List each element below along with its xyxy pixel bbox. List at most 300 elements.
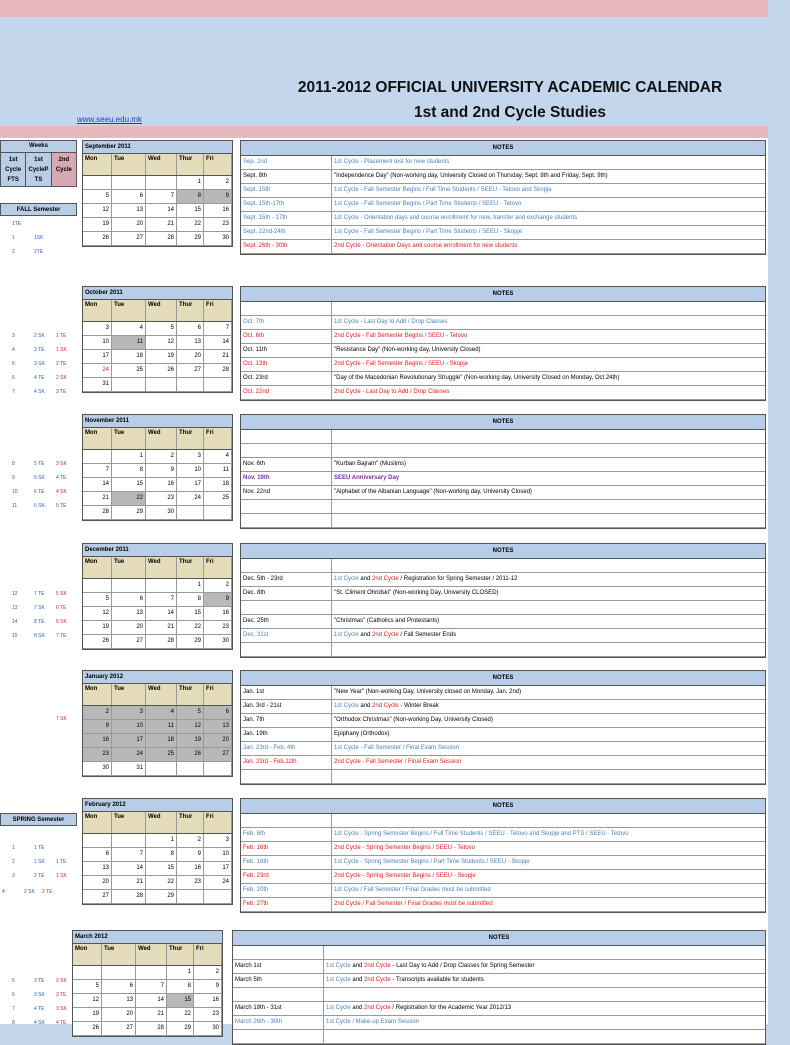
day-cell: 14 [204,336,232,349]
day-cell: 16 [177,862,204,875]
day-cell: 8 [146,848,177,861]
day-cell: 7 [146,593,177,606]
month-calendar [82,286,233,393]
note-row [241,884,765,898]
week-number-row [0,247,82,258]
week-number-row [0,976,82,987]
note-text [324,1030,765,1043]
week-number: 1 SK [56,873,67,879]
page-title: 2011-2012 OFFICIAL UNIVERSITY ACADEMIC CALENDAR [297,79,723,96]
day-cell: 6 [102,980,136,993]
day-cell [204,762,232,775]
week-number: 1 [12,235,15,241]
day-cell: 21 [112,876,146,889]
day-cell: 25 [112,364,146,377]
notes-table [232,930,766,1045]
note-text [332,430,765,443]
note-date: Feb. 16th [241,856,332,869]
week-number: 8 [12,1020,15,1026]
week-number: 1 [12,845,15,851]
day-cell: 24 [177,492,204,505]
month-title: September 2011 [83,141,232,154]
day-cell: 13 [102,994,136,1007]
day-cell: 12 [73,994,102,1007]
week-number: 3 TE [56,992,67,998]
month-calendar [72,930,223,1037]
day-header: Thur [177,684,204,705]
day-cell: 26 [73,1022,102,1035]
note-row [233,988,765,1002]
day-cell: 22 [177,218,204,231]
week-number-row [0,714,82,725]
week-number-row [0,1018,82,1029]
day-cell: 28 [146,232,177,245]
day-cell: 6 [83,848,112,861]
note-text: "Kurban Bajram" (Muslims) [334,461,406,467]
month-title: February 2012 [83,799,232,812]
week-number: 3 SK [34,361,45,367]
week-row [83,862,232,876]
day-header: Wed [146,684,177,705]
week-number: 4 [12,347,15,353]
note-text: 1st Cycle - Fall Semester / Final Exam Session [334,745,460,751]
day-cell: 20 [83,876,112,889]
note-date: Feb. 16th [241,842,332,855]
week-number-row [0,887,82,898]
note-date: March 26th - 30th [233,1016,324,1029]
note-row [241,842,765,856]
note-row [241,372,765,386]
week-number: 6 [12,375,15,381]
note-text: 1st Cycle and 2nd Cycle - Last Day to Add / Drop Classes for Spring Semester [326,963,535,969]
day-cell: 8 [167,980,194,993]
note-text [332,500,765,513]
day-cell: 1 [146,834,177,847]
week-number-row [0,1004,82,1015]
week-number: 5 SK [56,591,67,597]
note-text: 2nd Cycle - Orientation Days and course enrollment for new students [334,243,518,249]
note-text: "Orthodox Christmas" (Non-working Day, University Closed) [334,717,493,723]
note-date: Feb. 27th [241,898,332,911]
note-row [241,870,765,884]
note-date [241,770,332,783]
day-cell: 22 [112,492,146,505]
notes-table [240,286,766,401]
day-cell [83,176,112,189]
note-text: "St. Climent Ohridski" (Non-working Day, University CLOSED) [334,590,499,596]
week-number: 4 TE [34,375,45,381]
day-cell: 23 [83,748,112,761]
month-calendar [82,414,233,521]
week-number: 15 [12,633,18,639]
day-cell: 27 [112,232,146,245]
note-row [241,728,765,742]
week-number: 4 TE [34,1006,45,1012]
note-date [241,559,332,572]
day-cell: 28 [83,506,112,519]
note-text: "Day of the Macedonian Revolutionary Struggle" (Non-working day, University Closed on Monday, Oct 24th) [334,375,620,381]
week-number: 3 TE [34,978,45,984]
notes-header: NOTES [241,141,765,156]
day-cell: 24 [83,364,112,377]
week-number: 2 TE [42,889,53,895]
note-row [241,714,765,728]
day-cell: 26 [146,364,177,377]
day-cell: 23 [204,621,232,634]
note-text: Epiphany (Orthodox) [334,731,390,737]
day-header: Mon [83,300,112,321]
week-number: 7 [12,1006,15,1012]
note-row [241,500,765,514]
note-row [241,898,765,912]
week-row [73,1008,222,1022]
day-cell: 5 [146,322,177,335]
note-date: Oct. 7th [241,316,332,329]
week-row [83,364,232,378]
note-row [241,472,765,486]
day-header: Fri [204,300,232,321]
week-number: 7 TE [56,633,67,639]
weeks-title: Weeks [1,141,76,153]
note-row [241,302,765,316]
note-row [233,1002,765,1016]
week-row [73,1022,222,1036]
top-band [0,0,768,17]
week-number: 2TE [34,249,44,255]
week-number: 1 TE [34,845,45,851]
weeks-header [0,140,77,187]
note-row [241,587,765,601]
week-number: 6 SK [34,503,45,509]
day-cell: 16 [204,607,232,620]
week-number: 4 TE [56,475,67,481]
note-row [241,184,765,198]
day-cell: 18 [204,478,232,491]
day-cell: 16 [146,478,177,491]
note-date: Sept. 15th - 17th [241,212,332,225]
day-cell: 10 [204,848,232,861]
note-date [241,430,332,443]
week-number-row [0,857,82,868]
note-date: March 5th [233,974,324,987]
week-number: 3 [12,333,15,339]
month-title: October 2011 [83,287,232,300]
day-cell: 18 [146,734,177,747]
day-cell [112,579,146,592]
note-text: 1st Cycle and 2nd Cycle / Registration for Spring Semester / 2011-12 [334,576,518,582]
week-number: 3 SK [56,461,67,467]
day-cell: 8 [177,190,204,203]
week-number: 2 SK [34,333,45,339]
week-row [83,706,232,720]
day-cell: 17 [204,862,232,875]
week-row [83,204,232,218]
week-number: 5 SK [34,475,45,481]
note-text: 1st Cycle and 2nd Cycle - Winter Break [334,703,439,709]
week-number: 7 SK [56,716,67,722]
note-text [332,444,765,457]
week-number: 4 SK [34,1020,45,1026]
day-cell: 28 [112,890,146,903]
day-cell: 5 [177,706,204,719]
day-cell: 2 [146,450,177,463]
day-header: Mon [83,684,112,705]
note-text: 1st Cycle - Fall Semester Begins / Part Time Students / SEEU - Tetovo [334,201,522,207]
day-cell: 26 [177,748,204,761]
week-number-row [0,345,82,356]
day-cell: 28 [136,1022,167,1035]
week-row [83,450,232,464]
day-cell: 20 [102,1008,136,1021]
note-date: Oct. 11th [241,344,332,357]
day-cell: 14 [112,862,146,875]
week-number-row [0,501,82,512]
note-text: 1st Cycle and 2nd Cycle / Registration for the Academic Year 2012/13 [326,1005,512,1011]
note-row [241,573,765,587]
week-row [83,478,232,492]
day-cell: 5 [73,980,102,993]
day-cell [83,579,112,592]
day-cell: 7 [136,980,167,993]
week-row [83,378,232,392]
day-header: Wed [146,154,177,175]
day-cell: 28 [204,364,232,377]
day-cell [136,966,167,979]
week-number: 4 SK [56,489,67,495]
day-cell: 13 [112,607,146,620]
day-cell: 3 [204,834,232,847]
note-text: 1st Cycle - Last Day to Add / Drop Classes [334,319,448,325]
note-row [241,386,765,400]
note-date [233,946,324,959]
week-number: 3 TE [34,347,45,353]
note-row [233,1030,765,1044]
page-subtitle: 1st and 2nd Cycle Studies [413,104,607,121]
week-row [73,966,222,980]
note-date: Sept. 15th [241,184,332,197]
note-row [241,444,765,458]
note-row [241,156,765,170]
week-number: 1 TE [56,333,67,339]
day-cell [83,450,112,463]
day-header: Fri [204,812,232,833]
note-date: Jan. 1st [241,686,332,699]
day-cell: 22 [146,876,177,889]
note-row [241,344,765,358]
day-cell: 31 [112,762,146,775]
note-text: SEEU Anniversary Day [334,475,400,481]
note-date: Sept. 8th [241,170,332,183]
note-row [241,430,765,444]
day-cell [204,506,232,519]
day-cell: 17 [177,478,204,491]
day-cell: 14 [146,607,177,620]
day-cell: 19 [73,1008,102,1021]
notes-table [240,140,766,255]
day-cell: 10 [112,720,146,733]
note-row [241,212,765,226]
day-cell: 3 [177,450,204,463]
note-text [324,988,765,1001]
day-cell: 14 [146,204,177,217]
day-cell: 29 [167,1022,194,1035]
note-row [241,170,765,184]
day-cell: 7 [83,464,112,477]
day-cell: 9 [177,848,204,861]
day-header: Mon [83,557,112,578]
day-cell: 30 [146,506,177,519]
day-cell: 12 [177,720,204,733]
day-cell: 21 [146,621,177,634]
day-cell: 13 [112,204,146,217]
day-cell [83,834,112,847]
day-cell: 21 [146,218,177,231]
day-header: Thur [177,812,204,833]
weeks-col-2nd: 2nd Cycle [52,153,76,186]
day-cell [102,966,136,979]
day-cell: 19 [177,734,204,747]
week-number: 1SK [34,235,44,241]
note-date: Oct. 23rd [241,372,332,385]
note-date: Nov. 6th [241,458,332,471]
note-date: Jan. 23rd - Feb.11th [241,756,332,769]
note-row [233,960,765,974]
day-header: Mon [83,154,112,175]
day-cell: 30 [204,232,232,245]
day-cell: 13 [204,720,232,733]
day-cell: 30 [83,762,112,775]
note-date [241,500,332,513]
day-cell: 17 [112,734,146,747]
week-number: 5 [12,978,15,984]
day-header: Wed [136,944,167,965]
day-header: Fri [204,684,232,705]
day-cell [112,378,146,391]
week-number: 5 TE [34,461,45,467]
day-cell: 8 [177,593,204,606]
note-row [241,240,765,254]
day-header: Wed [146,428,177,449]
day-cell: 3 [112,706,146,719]
note-date: Dec. 8th [241,587,332,600]
day-cell: 24 [112,748,146,761]
week-number: 2 [12,859,15,865]
week-number: 2 [12,249,15,255]
day-cell: 7 [112,848,146,861]
note-text: 1st Cycle - Fall Semester Begins / Full Time Students / SEEU - Tetovo and Skopje [334,187,552,193]
day-cell [204,378,232,391]
day-cell: 9 [194,980,222,993]
day-cell: 14 [83,478,112,491]
note-date: Jan. 7th [241,714,332,727]
note-date: Jan. 3rd - 21st [241,700,332,713]
week-number: 6 [12,992,15,998]
day-cell: 16 [194,994,222,1007]
note-text [332,814,765,827]
day-header: Wed [146,557,177,578]
day-cell: 27 [177,364,204,377]
week-number: 13 [12,605,18,611]
week-number-row [0,331,82,342]
week-number: 11 [12,503,18,509]
note-text: "New Year" (Non-working Day, University closed on Monday, Jan. 2nd) [334,689,522,695]
note-date: Nov. 19th [241,472,332,485]
note-text: 1st Cycle - Orientation days and course enrollment for new, transfer and exchange students [334,215,578,221]
note-date [233,1030,324,1043]
day-cell: 24 [204,876,232,889]
day-cell [204,890,232,903]
weeks-col-1st-fts: 1st Cycle FTS [1,153,26,186]
note-text: 1st Cycle and 2nd Cycle - Transcripts available for students [326,977,484,983]
day-cell: 21 [83,492,112,505]
day-cell: 12 [83,607,112,620]
week-row [83,506,232,520]
note-date: Feb. 23rd [241,870,332,883]
week-number: 5 TE [56,503,67,509]
note-text [332,601,765,614]
week-number: 7 SK [34,605,45,611]
week-number-row [0,373,82,384]
week-row [83,848,232,862]
week-number: 6 TE [34,489,45,495]
week-number-row [0,387,82,398]
week-number: 2 TE [34,873,45,879]
day-cell: 6 [177,322,204,335]
week-number-row [0,990,82,1001]
day-cell: 16 [83,734,112,747]
day-header: Wed [146,300,177,321]
note-text: 2nd Cycle - Spring Semester Begins / SEEU - Tetovo [334,845,475,851]
note-date [241,302,332,315]
week-number: 3 SK [56,1006,67,1012]
university-link[interactable]: www.seeu.edu.mk [77,115,142,124]
week-row [83,720,232,734]
note-date [241,601,332,614]
day-cell: 2 [194,966,222,979]
spring-semester-label: SPRING Semester [0,813,77,826]
note-text: 2nd Cycle - Fall Semester / Final Exam Session [334,759,462,765]
week-number-row [0,631,82,642]
day-cell [146,176,177,189]
notes-header: NOTES [241,287,765,302]
day-cell: 20 [112,621,146,634]
week-row [83,593,232,607]
note-text: 1st Cycle - Placement test for new students [334,159,450,165]
week-number-row [0,843,82,854]
day-cell [73,966,102,979]
note-text: "Resistance Day" (Non-working day, University Closed) [334,347,481,353]
day-cell: 27 [83,890,112,903]
note-date: Sep. 2nd [241,156,332,169]
note-row [233,1016,765,1030]
note-row [241,601,765,615]
week-number-row [0,487,82,498]
day-cell: 10 [83,336,112,349]
day-cell: 19 [83,621,112,634]
note-row [233,946,765,960]
week-number: 4 TE [56,1020,67,1026]
note-row [241,358,765,372]
week-number: 3 [12,873,15,879]
day-cell [177,890,204,903]
week-row [83,579,232,593]
week-row [83,876,232,890]
week-number: 4 [2,889,5,895]
week-number: 9 [12,475,15,481]
day-header: Fri [204,154,232,175]
note-row [241,458,765,472]
week-number-row [0,233,82,244]
